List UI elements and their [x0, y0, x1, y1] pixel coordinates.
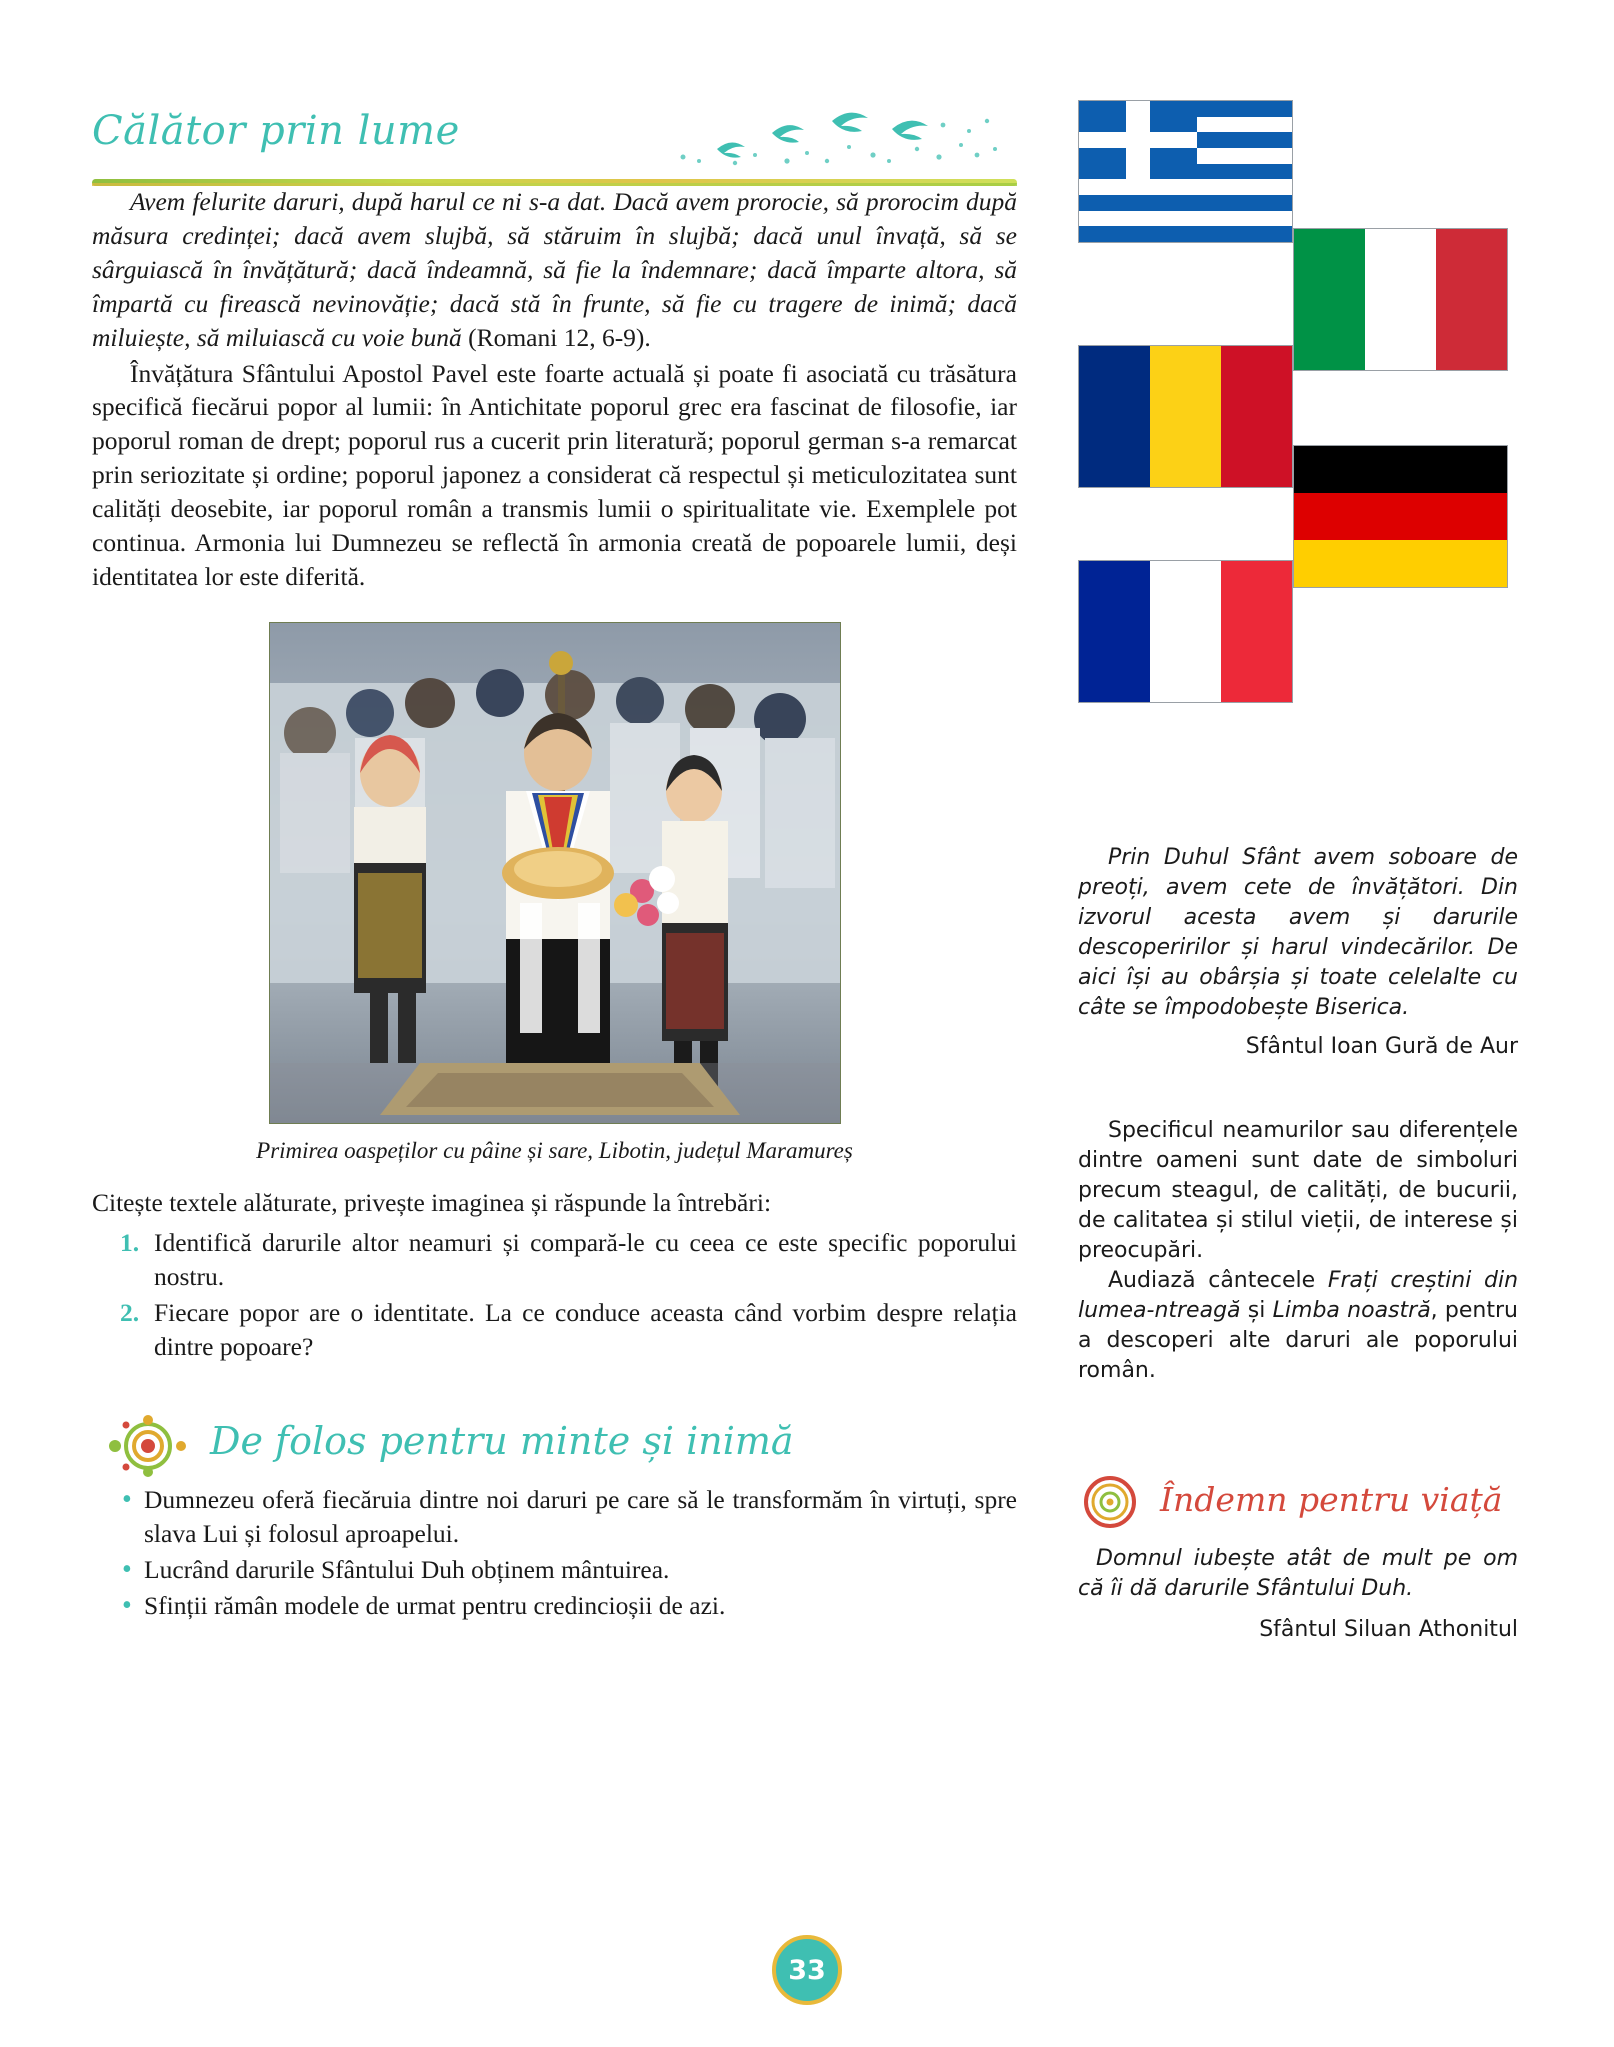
france-flag [1078, 560, 1293, 703]
italy-flag-graphic [1294, 229, 1507, 370]
subsection-de-folos [92, 1421, 1017, 1622]
exercise-prompt: Citește textele alăturate, privește imaginea și răspunde la întrebări: [92, 1187, 772, 1217]
quote-author: Sfântul Ioan Gură de Aur [1245, 1034, 1518, 1060]
france-flag-graphic [1079, 561, 1292, 702]
indemn-author: Sfântul Siluan Athonitul [1259, 1616, 1518, 1642]
song-title-1: Frați creștini din lumea-ntreagă [1078, 1267, 1519, 1323]
flags-group [1078, 100, 1518, 825]
scripture-paragraph [92, 185, 1017, 355]
photo-caption: Primirea oaspeților cu pâine și sare, Libotin, județul Maramureș [256, 1137, 853, 1163]
side-note [1078, 1116, 1518, 1385]
romania-flag-graphic [1079, 346, 1292, 487]
photo-figure [92, 622, 1017, 1164]
body-paragraph-2: Învățătura Sfântului Apostol Pavel este foarte actuală și poate fi asociată cu trăsătura specifică fiecărui popor al lumii: în Antichitate poporul grec era fascinat de filosofie, iar poporul roman de drept; poporul rus a cucerit prin literatură; poporul german s-a remarcat prin seriozitate și ordine; poporul japonez a considerat că respectul și meticulozitatea sunt calități deosebite, iar poporul român a transmis lumii o spiritualitate vie. Exemplele pot continua. Armonia lui Dumnezeu se reflectă în armonia creată de popoarele lumii, deși identitatea lor este diferită. [92, 358, 1017, 591]
question-number: 1. [120, 1227, 140, 1257]
left-column [92, 95, 1017, 1625]
questions-list [92, 1226, 1017, 1364]
swallows-icon [677, 103, 1007, 173]
subsection-title: De folos pentru minte și inimă [210, 1419, 794, 1464]
germany-flag [1293, 445, 1508, 588]
side-note-paragraph-1: Specificul neamurilor sau diferențele dintre oameni sunt date de simboluri precum steagul, de calități, de bucurii, de calitatea și stilul vieții, de interese și preocupări. [1078, 1118, 1518, 1263]
germany-flag-graphic [1294, 446, 1507, 587]
question-text: Identifică darurile altor neamuri și compară-le cu ceea ce este specific poporului nostru. [154, 1227, 1017, 1291]
side-note-paragraph-2 [1078, 1266, 1518, 1386]
greece-flag [1078, 100, 1293, 243]
list-item [92, 1226, 1017, 1294]
list-item: • Lucrând darurile Sfântului Duh obținem mântuirea. [92, 1553, 1017, 1587]
quote-block [1078, 843, 1518, 1062]
side-note-text-pre: Audiază cântecele [1108, 1267, 1328, 1293]
key-points-list [92, 1483, 1017, 1623]
list-item: • Dumnezeu oferă fiecăruia dintre noi daruri pe care să le transformăm în virtuți, spre slava Lui și folosul aproapelui. [92, 1483, 1017, 1551]
italy-flag [1293, 228, 1508, 371]
photo-illustration [270, 623, 840, 1123]
indemn-text: Domnul iubește atât de mult pe om că îi dă darurile Sfântului Duh. [1078, 1545, 1518, 1602]
question-number: 2. [120, 1297, 140, 1327]
side-note-text-mid: și [1240, 1297, 1273, 1323]
procession-photo [269, 622, 841, 1124]
list-item [92, 1296, 1017, 1364]
side-note-text-post: , pentru a descoperi alte daruri ale poporului român. [1078, 1297, 1518, 1383]
question-text: Fiecare popor are o identitate. La ce conduce aceasta când vorbim despre relația dintre popoare? [154, 1297, 1017, 1361]
greece-flag-graphic [1079, 101, 1292, 242]
section-header [92, 95, 1017, 185]
subsection-title: Îndemn pentru viață [1160, 1479, 1503, 1519]
list-item: • Sfinții rămân modele de urmat pentru credincioșii de azi. [92, 1589, 1017, 1623]
subsection-indemn [1078, 1479, 1518, 1642]
rosette-ornament-icon [102, 1415, 194, 1477]
decorative-rule [92, 179, 1017, 186]
scripture-text: Avem felurite daruri, după harul ce ni s-a dat. Dacă avem prorocie, să prorocim după măsura credinței; dacă avem slujbă, să stăruim în slujbă; dacă unul învață, să se sârguiască în învățătură; dacă îndeamnă, să fie la îndemnare; dacă împarte altora, să împartă cu firească nevinovăție; dacă stă în frunte, să fie cu tragere de inimă; dacă miluiește, să miluiască cu voie bună [92, 187, 1017, 352]
right-column [1078, 100, 1518, 1642]
romania-flag [1078, 345, 1293, 488]
page-title: Călător prin lume [92, 108, 460, 154]
scripture-reference: (Romani 12, 6-9). [468, 322, 651, 352]
rosette-ornament-icon [1078, 1474, 1142, 1530]
page-number: 33 [772, 1935, 842, 2005]
indemn-body [1078, 1544, 1518, 1605]
song-title-2: Limba noastră [1272, 1297, 1431, 1323]
quote-text: Prin Duhul Sfânt avem soboare de preoți, avem cete de învățători. Din izvorul acesta avem și darurile descoperirilor și harul vindecărilor. De aici își au obârșia și toate celelalte cu câte se împodobește Biserica. [1078, 845, 1518, 1020]
